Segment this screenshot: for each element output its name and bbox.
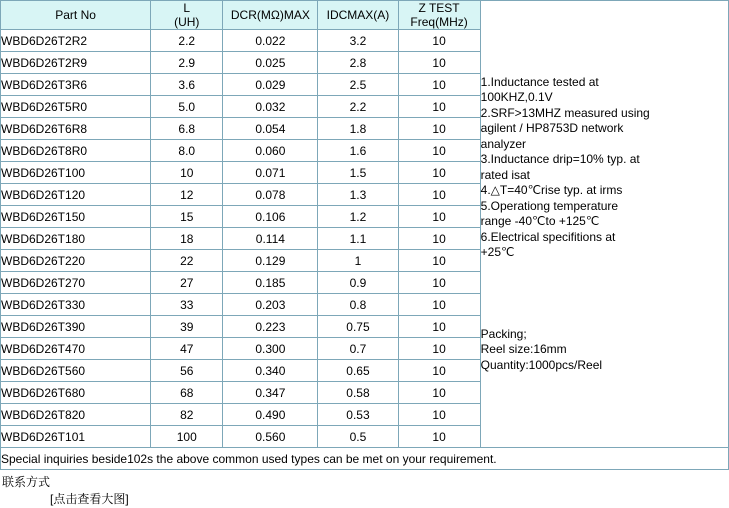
cell-idcmax: 3.2 (318, 30, 398, 52)
table-header-row (1, 1, 729, 30)
cell-inductance: 6.8 (151, 118, 223, 140)
contact-heading: 联系方式 (2, 475, 51, 489)
header-idcmax-line1: IDCMAX(A) (326, 8, 390, 22)
cell-dcr: 0.340 (223, 360, 318, 382)
footer-note: Special inquiries beside102s the above common used types can be met on your requirement. (1, 448, 729, 470)
cell-dcr: 0.114 (223, 228, 318, 250)
cell-z-test: 10 (398, 206, 480, 228)
cell-part-no: WBD6D26T2R9 (1, 52, 151, 74)
packing-line: Packing; (480, 326, 527, 341)
cell-inductance: 3.6 (151, 74, 223, 96)
cell-part-no: WBD6D26T5R0 (1, 96, 151, 118)
table-footer-row (1, 448, 729, 470)
view-large-image-link[interactable]: [点击查看大图] (50, 492, 129, 506)
note-line: 5.Operationg temperature (480, 198, 619, 213)
cell-part-no: WBD6D26T560 (1, 360, 151, 382)
cell-idcmax: 0.8 (318, 294, 398, 316)
cell-dcr: 0.185 (223, 272, 318, 294)
cell-inductance: 15 (151, 206, 223, 228)
cell-part-no: WBD6D26T8R0 (1, 140, 151, 162)
cell-z-test: 10 (398, 74, 480, 96)
header-z-test-line1: Z TEST (418, 1, 460, 15)
cell-z-test: 10 (398, 228, 480, 250)
cell-dcr: 0.300 (223, 338, 318, 360)
cell-dcr: 0.032 (223, 96, 318, 118)
cell-dcr: 0.022 (223, 30, 318, 52)
cell-z-test: 10 (398, 360, 480, 382)
cell-z-test: 10 (398, 30, 480, 52)
note-line: +25℃ (480, 245, 515, 260)
cell-part-no: WBD6D26T6R8 (1, 118, 151, 140)
cell-idcmax: 1.3 (318, 184, 398, 206)
notes-list (481, 75, 728, 261)
cell-dcr: 0.203 (223, 294, 318, 316)
cell-part-no: WBD6D26T470 (1, 338, 151, 360)
cell-part-no: WBD6D26T120 (1, 184, 151, 206)
cell-z-test: 10 (398, 162, 480, 184)
cell-idcmax: 2.2 (318, 96, 398, 118)
cell-inductance: 10 (151, 162, 223, 184)
cell-inductance: 82 (151, 404, 223, 426)
cell-dcr: 0.490 (223, 404, 318, 426)
cell-part-no: WBD6D26T180 (1, 228, 151, 250)
cell-inductance: 12 (151, 184, 223, 206)
cell-z-test: 10 (398, 426, 480, 448)
cell-idcmax: 1.5 (318, 162, 398, 184)
cell-inductance: 47 (151, 338, 223, 360)
cell-inductance: 56 (151, 360, 223, 382)
header-idcmax (318, 1, 398, 30)
cell-idcmax: 0.58 (318, 382, 398, 404)
cell-part-no: WBD6D26T2R2 (1, 30, 151, 52)
cell-dcr: 0.025 (223, 52, 318, 74)
cell-z-test: 10 (398, 272, 480, 294)
cell-inductance: 100 (151, 426, 223, 448)
note-line: 1.Inductance tested at (480, 74, 599, 89)
packing-line: Reel size:16mm (480, 342, 567, 357)
cell-idcmax: 1.8 (318, 118, 398, 140)
cell-part-no: WBD6D26T150 (1, 206, 151, 228)
header-inductance-unit: (UH) (174, 15, 200, 29)
cell-part-no: WBD6D26T101 (1, 426, 151, 448)
header-z-test (398, 1, 480, 30)
notes-spacer (481, 261, 728, 327)
cell-dcr: 0.060 (223, 140, 318, 162)
cell-idcmax: 0.7 (318, 338, 398, 360)
cell-z-test: 10 (398, 382, 480, 404)
cell-inductance: 27 (151, 272, 223, 294)
cell-idcmax: 0.5 (318, 426, 398, 448)
note-line: analyzer (480, 136, 526, 151)
header-inductance (151, 1, 223, 30)
cell-idcmax: 1.2 (318, 206, 398, 228)
cell-inductance: 22 (151, 250, 223, 272)
cell-inductance: 39 (151, 316, 223, 338)
cell-part-no: WBD6D26T330 (1, 294, 151, 316)
cell-inductance: 8.0 (151, 140, 223, 162)
cell-dcr: 0.054 (223, 118, 318, 140)
cell-inductance: 2.2 (151, 30, 223, 52)
cell-part-no: WBD6D26T100 (1, 162, 151, 184)
cell-idcmax: 0.75 (318, 316, 398, 338)
note-line: 100KHZ,0.1V (480, 90, 553, 105)
cell-idcmax: 0.65 (318, 360, 398, 382)
header-z-test-line2: Freq(MHz) (410, 15, 468, 29)
cell-dcr: 0.078 (223, 184, 318, 206)
cell-z-test: 10 (398, 52, 480, 74)
cell-z-test: 10 (398, 96, 480, 118)
cell-idcmax: 2.8 (318, 52, 398, 74)
notes-panel (480, 1, 728, 448)
cell-z-test: 10 (398, 294, 480, 316)
note-line: 4.△T=40℃rise typ. at irms (480, 183, 623, 198)
cell-z-test: 10 (398, 316, 480, 338)
note-line: 3.Inductance drip=10% typ. at (480, 152, 640, 167)
note-line: agilent / HP8753D network (480, 121, 624, 136)
header-inductance-line1: L (183, 1, 191, 15)
cell-part-no: WBD6D26T270 (1, 272, 151, 294)
contact-section (0, 470, 729, 508)
note-line: 6.Electrical specifitions at (480, 229, 616, 244)
header-dcr-line1: DCR(MΩ)MAX (230, 8, 310, 22)
packing-line: Quantity:1000pcs/Reel (480, 357, 603, 372)
cell-dcr: 0.223 (223, 316, 318, 338)
packing-info (481, 327, 728, 374)
cell-part-no: WBD6D26T820 (1, 404, 151, 426)
cell-idcmax: 1.1 (318, 228, 398, 250)
cell-z-test: 10 (398, 140, 480, 162)
cell-z-test: 10 (398, 404, 480, 426)
cell-idcmax: 1 (318, 250, 398, 272)
cell-idcmax: 1.6 (318, 140, 398, 162)
cell-inductance: 33 (151, 294, 223, 316)
cell-z-test: 10 (398, 338, 480, 360)
cell-idcmax: 0.9 (318, 272, 398, 294)
cell-z-test: 10 (398, 184, 480, 206)
cell-dcr: 0.560 (223, 426, 318, 448)
cell-idcmax: 2.5 (318, 74, 398, 96)
note-line: range -40℃to +125℃ (480, 214, 600, 229)
cell-dcr: 0.106 (223, 206, 318, 228)
header-part-no (1, 1, 151, 30)
cell-inductance: 2.9 (151, 52, 223, 74)
cell-inductance: 18 (151, 228, 223, 250)
cell-part-no: WBD6D26T3R6 (1, 74, 151, 96)
header-part-no-line1: Part No (55, 8, 96, 22)
cell-z-test: 10 (398, 250, 480, 272)
cell-dcr: 0.071 (223, 162, 318, 184)
note-line: 2.SRF>13MHZ measured using (480, 105, 650, 120)
cell-dcr: 0.029 (223, 74, 318, 96)
cell-part-no: WBD6D26T220 (1, 250, 151, 272)
cell-inductance: 68 (151, 382, 223, 404)
note-line: rated isat (480, 167, 530, 182)
cell-part-no: WBD6D26T390 (1, 316, 151, 338)
cell-dcr: 0.347 (223, 382, 318, 404)
cell-inductance: 5.0 (151, 96, 223, 118)
cell-dcr: 0.129 (223, 250, 318, 272)
cell-z-test: 10 (398, 118, 480, 140)
cell-part-no: WBD6D26T680 (1, 382, 151, 404)
cell-idcmax: 0.53 (318, 404, 398, 426)
header-dcr (223, 1, 318, 30)
